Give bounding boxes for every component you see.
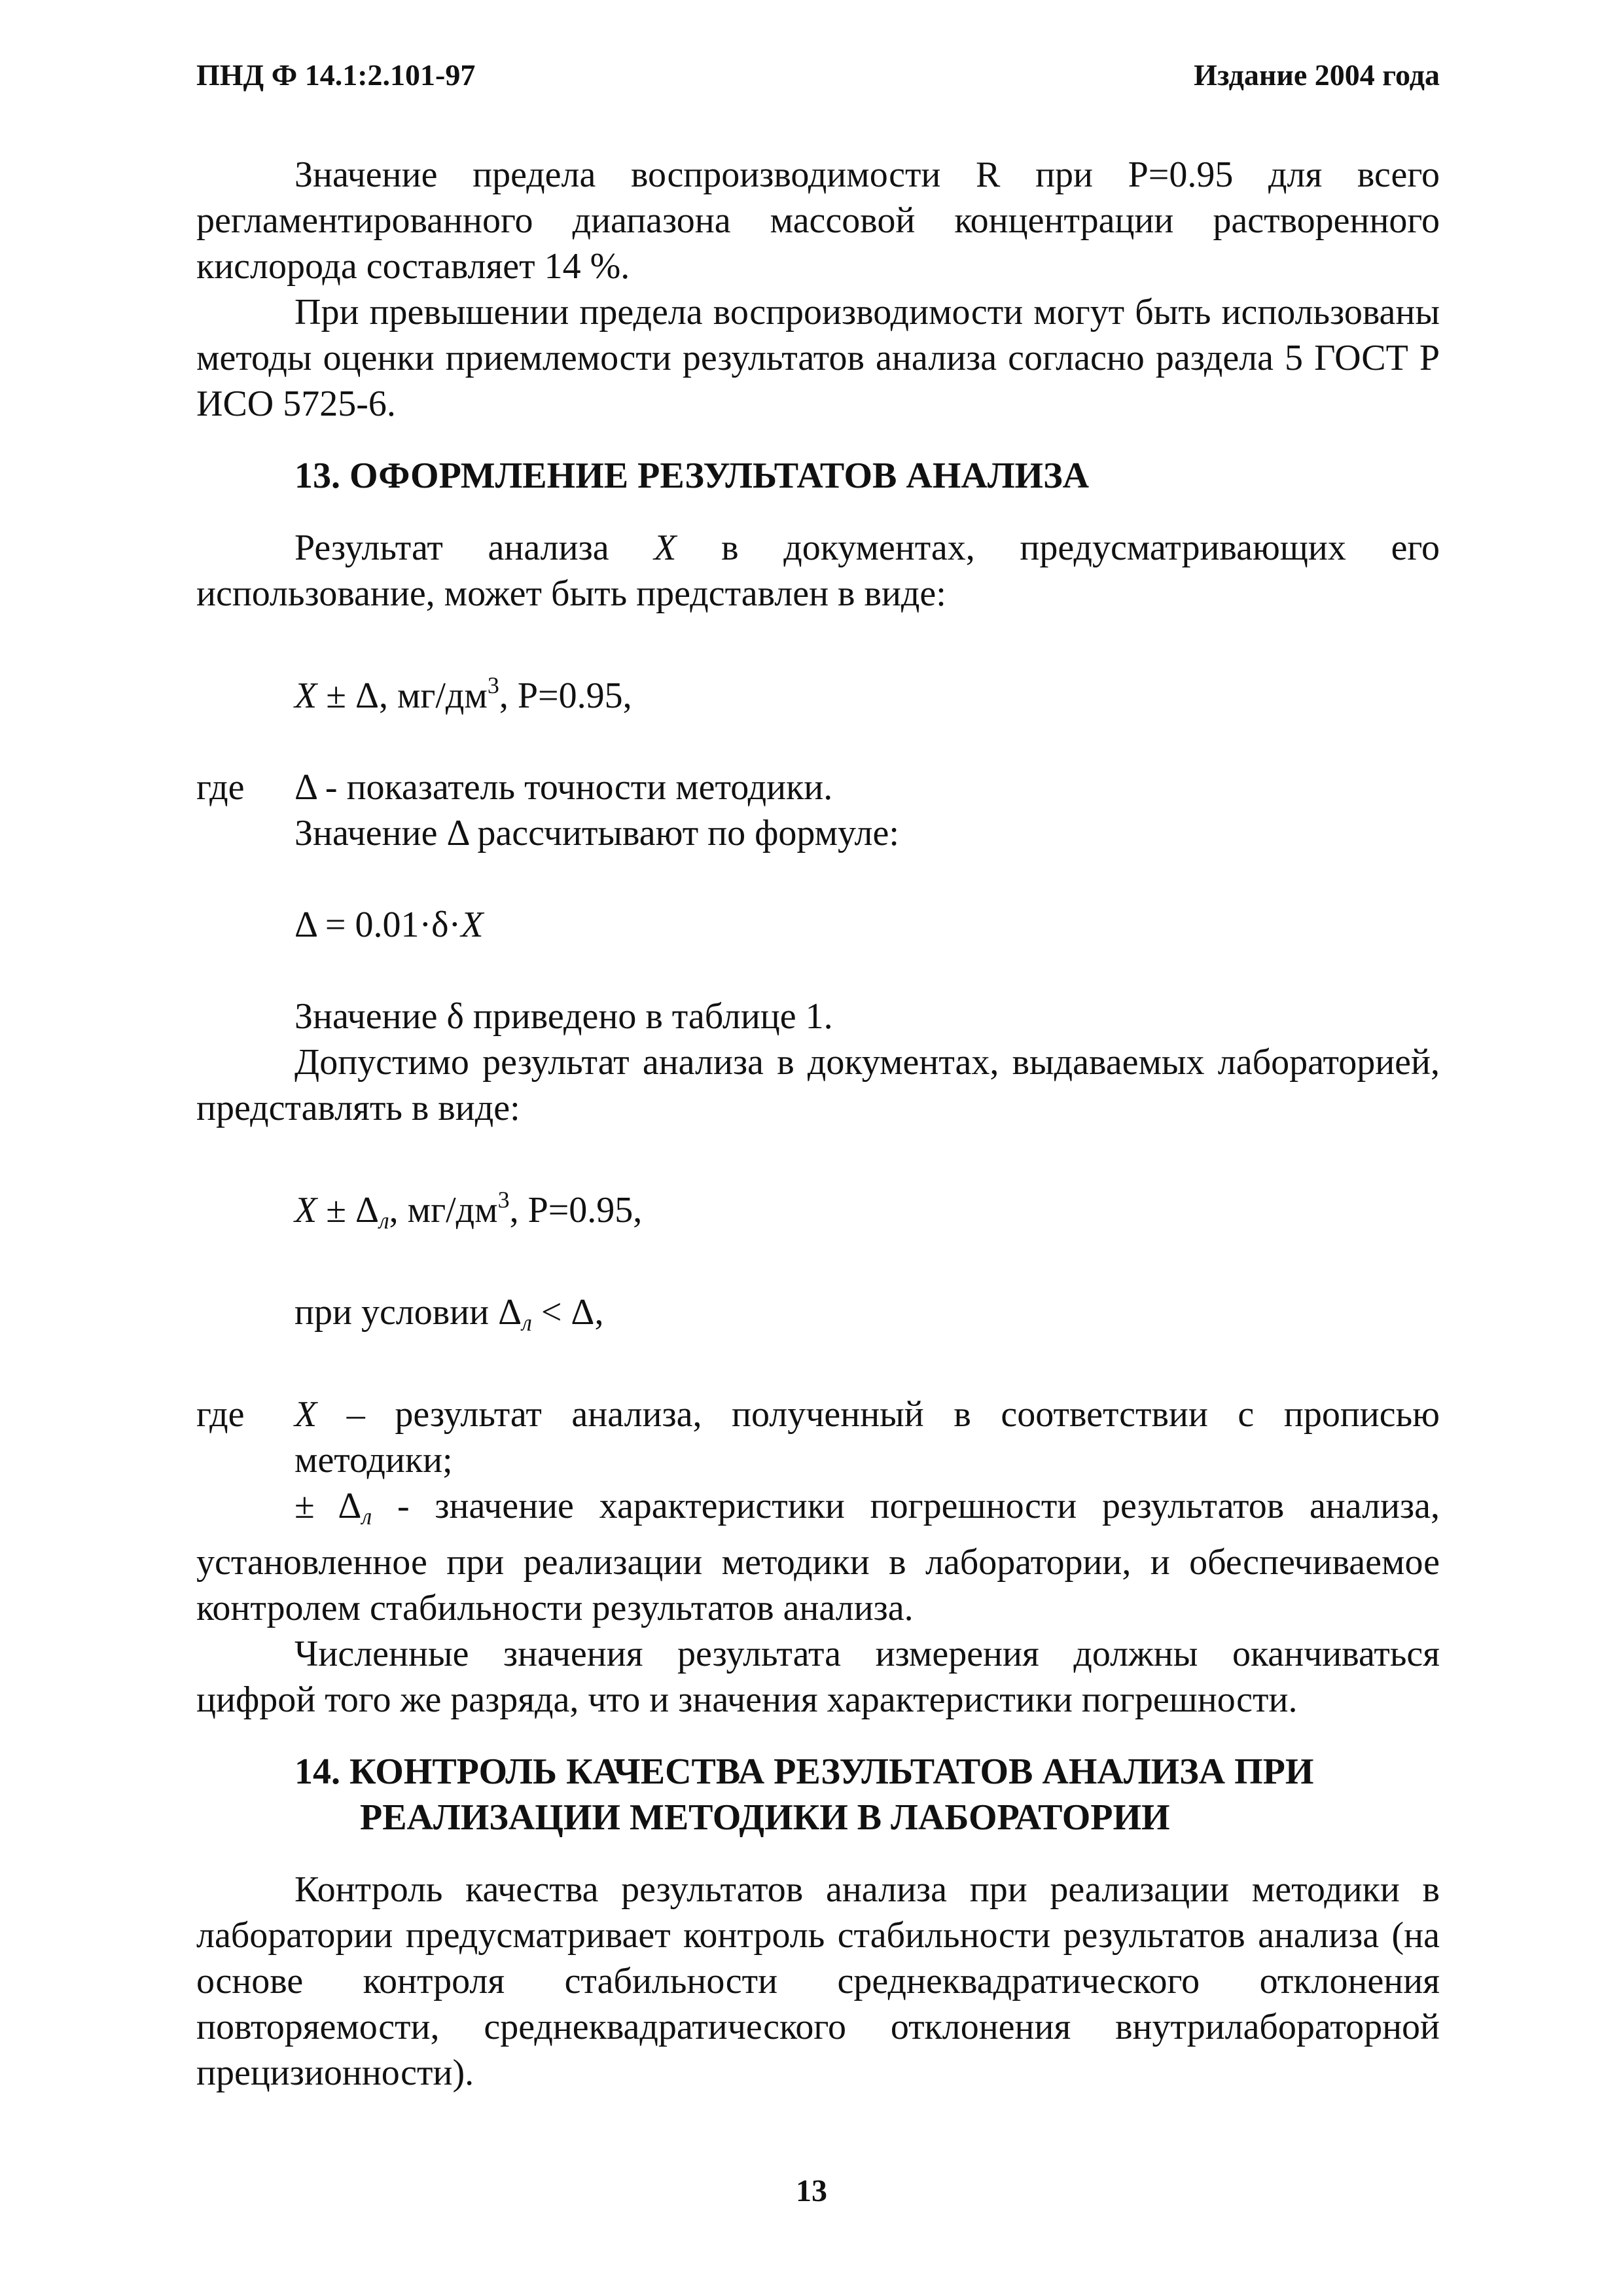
paragraph-result-intro [196,525,1440,617]
delta-table-note: Значение δ приведено в таблице 1. [294,996,833,1037]
formula-lab-plusminus: ± Δ [317,1190,379,1230]
section-14-heading [196,1749,1440,1840]
where-delta-text: Δ - показатель точности методики. [294,767,833,808]
section-13-heading: 13. ОФОРМЛЕНИЕ РЕЗУЛЬТАТОВ АНАЛИЗА [294,456,1090,496]
section-14-heading-line1: 14. КОНТРОЛЬ КАЧЕСТВА РЕЗУЛЬТАТОВ АНАЛИЗА ПРИ [294,1751,1314,1792]
formula-result-tail: , P=0.95, [499,675,632,716]
paragraph-quality-control: Контроль качества результатов анализа при реализации методики в лаборатории предусматривает контроль стабильности результатов анализа (на основе контроля стабильности среднеквадратического отклонения повторяемости, среднеквадратического отклонения внутрилабораторной прецизионности). [196,1869,1440,2093]
paragraph-digits: Численные значения результата измерения должны оканчиваться цифрой того же разряда, что и значения характеристики погрешности. [196,1634,1440,1720]
condition-text-b: < Δ, [531,1292,604,1333]
formula-result-body: ± Δ, мг/дм [317,675,488,716]
section-14-heading-line2: РЕАЛИЗАЦИИ МЕТОДИКИ В ЛАБОРАТОРИИ [360,1797,1170,1838]
page-content [196,152,1440,2096]
formula-lab-unit: , мг/дм [389,1190,498,1230]
condition-text-a: при условии Δ [294,1292,522,1333]
edition-label: Издание 2004 года [1194,58,1440,92]
delta-lab-symbol: ± Δ [294,1486,362,1526]
where-label-2: где [196,1394,245,1435]
formula-lab-result [196,1177,1440,1244]
formula-superscript: 3 [487,672,499,698]
delta-lab-subscript: л [361,1503,372,1530]
formula-lab-tail: , P=0.95, [509,1190,643,1230]
formula-variable-x: X [294,675,317,716]
where-variable-x: X [294,1394,317,1435]
variable-x: X [654,528,677,568]
formula-delta [196,902,1440,948]
where-label: где [196,767,245,808]
delta-calculation-note: Значение Δ рассчитывают по формуле: [294,813,899,853]
paragraph-exceed-limit: При превышении предела воспроизводимости могут быть использованы методы оценки приемлемости результатов анализа согласно раздела 5 ГОСТ Р ИСО 5725-6. [196,292,1440,424]
document-code: ПНД Ф 14.1:2.101-97 [196,58,476,92]
formula-result [196,662,1440,719]
paragraph-lab-presentation: Допустимо результат анализа в документах, выдаваемых лабораторией, представлять в виде: [196,1042,1440,1128]
condition-subscript: л [522,1310,532,1336]
formula-delta-body: Δ = 0.01·δ· [294,905,461,945]
condition-line [196,1289,1440,1346]
result-intro-text-a: Результат анализа [294,528,609,568]
delta-lab-text: - значение характеристики погрешности результатов анализа, установленное при реализации методики в лаборатории, и обеспечиваемое контролем стабильности результатов анализа. [196,1486,1440,1628]
where-delta [196,764,1440,810]
page-number: 13 [796,2174,827,2208]
paragraph-delta-lab [196,1483,1440,1631]
where-result-text: – результат анализа, полученный в соответствии с прописью методики; [294,1394,1440,1480]
formula-lab-superscript: 3 [497,1187,510,1213]
paragraph-reproducibility: Значение предела воспроизводимости R при P=0.95 для всего регламентированного диапазона массовой концентрации растворенного кислорода составляет 14 %. [196,154,1440,287]
formula-delta-variable: X [461,905,484,945]
where-result [196,1391,1440,1483]
formula-lab-subscript: л [378,1208,389,1234]
formula-lab-variable-x: X [294,1190,317,1230]
result-intro-text-b: в документах, предусматривающих его использование, может быть представлен в виде: [196,528,1440,614]
